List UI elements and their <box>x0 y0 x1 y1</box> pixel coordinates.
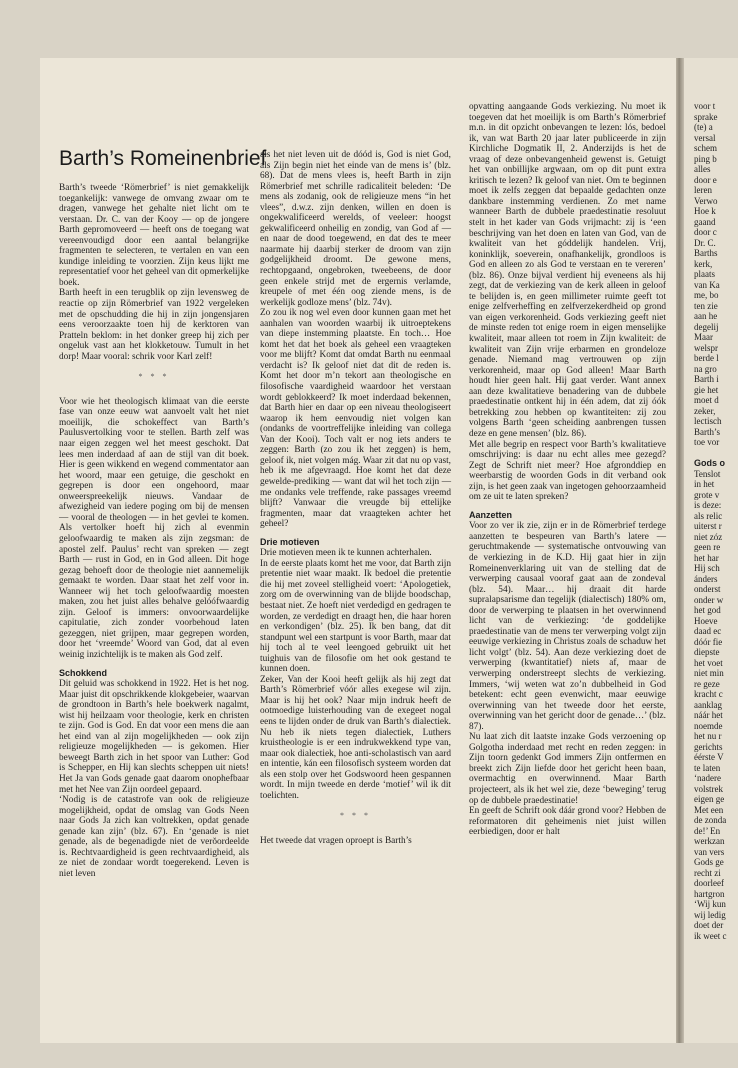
fragment-line: re geze <box>694 678 720 689</box>
paragraph: Barth heeft in een terugblik op zijn levensweg de reactie op zijn Römerbrief van 1922 vergeleken met de opschudding die hij in zijn jongensjaren eens veroorzaakte toen hij de kerktoren van Pratteln beklom: in het donker greep hij zich per ongeluk vast aan het klokketouw. Tumult in het dorp! Maar vooral: schrik voor Karl zelf! <box>59 288 249 362</box>
fragment-line: toe vor <box>694 437 720 447</box>
paragraph: In de eerste plaats komt het me voor, dat Barth zijn pretentie niet waar maakt. Ik bedoel die pretentie die hij met zoveel stelligheid voert: ‘Apologetiek, zorg om de overwinning van de blijde boodschap, bestaat niet. Ze hoeft niet verdedigd en gedragen te worden, ze verdedigt en draagt hen, die haar horen en verkondigen’ (blz. 25). Ik ben bang, dat dit standpunt wel een startpunt is voor Barth, maar dat hij toch al te veel leengoed gebruikt uit het tuighuis van de filosofie om het ook gestand te kunnen doen. <box>260 558 451 675</box>
section-divider: * * * <box>340 811 371 821</box>
fragment-line: degelij <box>694 321 719 332</box>
fragment-line: de!’ En <box>694 825 721 836</box>
fragment-line: het nu r <box>694 731 722 741</box>
fragment-line: niet min <box>694 668 724 678</box>
fragment-line: te laten <box>694 762 721 773</box>
fragment-line: gie het <box>694 384 719 395</box>
fragment-line: versal <box>694 132 716 143</box>
fragment-line: Hij sch <box>694 563 720 573</box>
paragraph: Zo zou ik nog wel even door kunnen gaan met het aanhalen van woorden waarbij ik uitroeptekens van diepe instemming plaatste. En toch… Hoe komt het dat het boek als geheel een vraagteken voor me blijft? Komt dat omdat Barth nu eenmaal verdacht is? Ik geloof niet dat dit de reden is. Komt het door m’n tekort aan theologische en filosofische vaardigheid waardoor het verstaan wordt geblokkeerd? Ik moet inderdaad bekennen, dat Barth hier en daar op een niveau theologiseert waarop ik hem eenvoudig niet volgen kan (ondanks de voortreffelijke inleiding van collega Van der Kooi). Toch valt er nog iets anders te zeggen: Barth (zo zou ik het zeggen) is hem, geloof ik, niet volgen mág. Waar zit dat nu op vast, heb ik me afgevraagd. Hoe komt het dat deze gewelde-prediking — want dat wil het toch zijn — me ondanks vele treffende, rake passages vreemd blijft? Vanwaar die vreugde bij ettelijke fragmenten, maar dat vraagteken achter het geheel? <box>260 308 451 530</box>
fragment-line: van Ka <box>694 279 720 290</box>
fragment-line: ping b <box>694 153 717 164</box>
fragment-line: Tenslot <box>694 468 721 479</box>
fragment-line: sprake <box>694 111 718 122</box>
section-heading: Schokkend <box>59 667 108 678</box>
fragment-line: Met een <box>694 804 724 815</box>
fragment-line: Verwo <box>694 195 718 206</box>
fragment-line: doorleef <box>694 878 724 888</box>
paragraph: opvatting aangaande Gods verkiezing. Nu moet ik toegeven dat het moeilijk is om Barth’s Römerbrief m.n. in dit opzicht onbevangen te lezen: lós, bedoel ik, van wat Barth 20 jaar later publiceerde in zijn Kirchliche Dogmatik II, 2. Anderzijds is het de vraag of deze onbevangenheid gewenst is. Getuigt het van onbillijke argwaan, om op dit punt extra kritisch te lezen? Ik geloof van niet. Om te beginnen moet ik zelfs zeggen dat bepaalde gedachten onze dankbare instemming verdienen. Zo met name wanneer Barth de dubbele praedestinatie resoluut stelt in het kader van Gods vrijmacht: zij is ‘een beschrijving van het doen en laten van God, van de kwaliteit van het góddelijk handelen. Vrij, koninklijk, soeverein, onafhankelijk, grondloos is God en alleen zo als God te verstaan en te vereren’ (blz. 86). Onze bijval verdient hij eveneens als hij zegt, dat de verkiezing van de kerk alleen in geloof te belijden is, en geen millimeter ruimte geeft tot enige zelfverheffing en zelfverzekerdheid op grond van eigen verkorenheid. Gods verkiezing geeft niet de minste reden tot enige roem in eigen menselijke kwaliteit, maar alleen tot roem in Zijn kwaliteit: de kwaliteit van Zijn vrije erbarmen en grondeloze genade. Niemand mag vertrouwen op zijn verkorenheid, maar op God alleen! Maar Barth houdt hier geen halt. Hij gaat verder. Want annex aan deze kwalitatieve benadering van de dubbele praedestinatie ontkent hij in één adem, dat zij óók betrekking zou hebben op kwantiteiten: zij zou volgens Barth ‘geen scheiding aanbrengen tussen deze en gene mensen’ (blz. 86). <box>469 102 666 439</box>
fragment-line: daad ec <box>694 626 722 636</box>
fragment-line: dóór fie <box>694 636 723 647</box>
fragment-line: Gods ge <box>694 857 724 867</box>
fragment-line: ik weet c <box>694 930 727 941</box>
fragment-line: zeker, <box>694 405 716 416</box>
fragment-line: wij ledig <box>694 909 726 920</box>
paragraph: En geeft de Schrift ook dáár grond voor? Hebben de reformatoren dit geheimenis niet juist willen eerbiedigen, door er halt <box>469 806 666 838</box>
fragment-line: náár het <box>694 710 723 720</box>
fragment-line: als relic <box>694 510 723 521</box>
column-2 <box>260 150 451 846</box>
fragment-line: aanklag <box>694 699 722 710</box>
section-heading: Aanzetten <box>469 509 513 520</box>
fragment-line: Gods o <box>694 458 725 468</box>
fragment-line: uiterst r <box>694 521 722 531</box>
fragment-line: plaats <box>694 269 715 279</box>
fragment-line: recht zi <box>694 867 721 878</box>
paragraph: Zeker, Van der Kooi heeft gelijk als hij zegt dat Barth’s Römerbrief vóór alles exegese wil zijn. Maar is hij het ook? Naar mijn indruk heeft de ootmoedige luisterhouding van de exegeet nogal eens te lijden onder de druk van Barth’s dialectiek. Nu heb ik niets tegen dialectiek, Luthers kruistheologie is er een indrukwekkend type van, maar ook dialectiek, hoe anti-scholastisch van aard en intentie, kán een filosofisch systeem worden dat als een stolp over het Godswoord heen gespannen wordt. In mijn tweede en derde ‘motief’ wil ik dit toelichten. <box>260 674 451 801</box>
fragment-line: Barth i <box>694 374 719 384</box>
fragment-line: gaand <box>694 216 716 227</box>
fragment-line: noemde <box>694 720 723 731</box>
fragment-line: ten zie <box>694 300 718 311</box>
fragment-line: van vers <box>694 846 725 857</box>
column-1 <box>59 183 249 879</box>
fragment-line: doet der <box>694 920 724 930</box>
paragraph: Het tweede dat vragen oproept is Barth’s <box>260 835 412 846</box>
fragment-line: onderst <box>694 584 721 594</box>
paragraph: Drie motieven meen ik te kunnen achterhalen. <box>260 548 432 559</box>
fragment-line: de zonda <box>694 815 727 825</box>
fragment-line: moet d <box>694 395 719 405</box>
paragraph: Voor zo ver ik zie, zijn er in de Römerbrief terdege aanzetten te bespeuren van Barth’s latere — geruchtmakende — systematische ontvouwing van de verkiezing in de K.D. Hij gaat hier in zijn Romeinenverklaring uit van de stelling dat de verwerping causaal vooraf gaat aan de zondeval (blz. 54). Maar… hij draait dit harde supralapsarisme dan tegelijk (dialectisch) 180% om, door de verwerping te plaatsen in het overwinnend licht van de verkiezing: ‘de goddelijke praedestinatie van de mens ter verwerping volgt zijn eeuwige verkiezing in Christus zoals de schaduw het licht volgt’ (blz. 54). Aan deze verkiezing doet de verwerping (kwantitatief) niets af, maar de verwerping onderstreept slechts de verkiezing. Immers, ‘wij weten wat zo’n dubbelheid in God betekent: echt geen evenwicht, maar eeuwige overwinning van het tweede door het eerste, overwinning van het gericht door de genade…’ (blz. 87). <box>469 521 666 732</box>
fragment-line: Maar <box>694 332 713 342</box>
fragment-line: ‘nadere <box>694 773 721 783</box>
fragment-line: onder w <box>694 594 724 605</box>
paragraph: Met alle begrip en respect voor Barth’s kwalitatieve omschrijving: is daar nu echt alles mee gezegd? Zegt de Schrift niet meer? Hoe afgronddiep en weerbarstig de woorden Gods in dit verband ook zijn, is het geen zaak van ingetogen gehoorzaamheid om ze uit te laten spreken? <box>469 439 666 503</box>
fragment-line: grote v <box>694 489 720 500</box>
fragment-line: kerk, <box>694 258 713 269</box>
fragment-line: schem <box>694 143 717 153</box>
fragment-line: berde l <box>694 353 719 363</box>
fragment-line: aan he <box>694 311 718 321</box>
section-heading: Drie motieven <box>260 536 320 547</box>
book-gutter <box>676 58 684 1043</box>
fragment-line: werkzan <box>694 836 725 846</box>
fragment-line: na gro <box>694 363 717 374</box>
fragment-line: gerichts <box>694 741 723 752</box>
fragment-line: welspr <box>694 342 718 353</box>
fragment-line: voor t <box>694 101 716 111</box>
paragraph: Barth’s tweede ‘Römerbrief’ is niet gemakkelijk toegankelijk: vanwege de omvang zwaar om te dragen, vanwege het gehalte niet licht om te verstaan. Dr. C. van der Kooy — op de jongere Barth gepromoveerd — heeft ons de toegang wat vereenvoudigd door een aantal belangrijke fragmenten te selecteren, te vertalen en van een kundige inleiding te voorzien. Zijn keus lijkt me representatief voor het geheel van dit opmerkelijke boek. <box>59 183 249 288</box>
paragraph: ‘Nodig is de catastrofe van ook de religieuze mogelijkheid, opdat de omslag van Gods Neen naar Gods Ja zich kan voltrekken, opdat genade genade kan zijn’ (blz. 67). En ‘genade is niet genade, als de begenadigde niet de verŏordeelde is. Rechtvaardigheid is geen rechtvaardigheid, als ze niet de zondaar wordt toegerekend. Leven is niet leven <box>59 795 249 879</box>
fragment-line: Hoe k <box>694 206 716 216</box>
fragment-line: het har <box>694 552 719 563</box>
fragment-line: Dr. C. <box>694 237 716 248</box>
fragment-line: niet zóz <box>694 531 723 542</box>
fragment-line: (te) a <box>694 122 713 132</box>
fragment-line: is deze: <box>694 500 722 510</box>
fragment-line: alles <box>694 164 711 174</box>
fragment-line: me, bo <box>694 290 719 300</box>
fragment-line: door e <box>694 174 717 185</box>
fragment-line: ánders <box>694 573 718 584</box>
fragment-line: het voet <box>694 657 723 668</box>
fragment-line: geen re <box>694 542 721 552</box>
fragment-line: éérste V <box>694 752 724 762</box>
paragraph: Dit geluid was schokkend in 1922. Het is het nog. Maar juist dit opschrikkende klokgebeier, waarvan de grondtoon in Barth’s hele boekwerk nagalmt, wist hij heilzaam voor theologie, kerk en christen te zijn. God is God. En dat voor een mens die aan het eind van al zijn mogelijkheden — ook zijn religieuze mogelijkheden — is gekomen. Hier beweegt Barth zich in het spoor van Luther: God is Schepper, en Hij kan slechts scheppen uit niets! Het Ja van Gods genade gaat daarom onophefbaar met het Nee van Zijn oordeel gepaard. <box>59 679 249 795</box>
paragraph: Nu laat zich dit laatste inzake Gods verzoening op Golgotha inderdaad met recht en reden zeggen: in Zijn toorn gedenkt God immers Zijn ontfermen en breekt zich Zijn liefde door het gericht heen baan, overmachtig en overwinnend. Maar Barth projecteert, als ik het wel zie, deze ‘beweging’ terug op de dubbele praedestinatie! <box>469 732 666 806</box>
article-title: Barth’s Romeinenbrief <box>59 147 267 170</box>
fragment-line: lectisch <box>694 416 722 426</box>
fragment-line: diepste <box>694 647 720 657</box>
fragment-line: in het <box>694 479 715 489</box>
section-divider: * * * <box>138 372 170 382</box>
fragment-line: Barths <box>694 248 718 258</box>
fragment-line: volstrek <box>694 783 723 794</box>
column-3 <box>469 102 666 838</box>
fragment-line: ‘Wij kun <box>694 899 726 909</box>
paragraph: als het niet leven uit de dóód is, God is niet God, als Zijn begin niet het einde van de mens is’ (blz. 68). Dat de mens vlees is, heeft Barth in zijn Römerbrief met schrille radicaliteit beleden: ‘De mens als zodanig, ook de religieuze mens “in het vlees”, d.w.z. zijn denken, willen en doen is ongekwalificeerd werelds, of veeleer: hoogst gekwalificeerd onheilig en zondig, van God af — en naar de dood toegewend, en dat des te meer naarmate hij daarbij sterker de droom van zijn godgelijkheid droomt. De gewone mens, rechtopgaand, ongebroken, tweebeens, de door geen enkele strijd met de ergernis verlamde, kreupele of met één oog ziende mens, is de werkelijk godloze mens’ (blz. 74v). <box>260 150 451 308</box>
fragment-line: Barth’s <box>694 426 720 437</box>
fragment-line: kracht c <box>694 689 723 699</box>
fragment-line: het god <box>694 605 721 615</box>
paragraph: Voor wie het theologisch klimaat van die eerste fase van onze eeuw wat aanvoelt valt het niet moeilijk, die schokeffect van Barth’s Paulusvertolking voor te stellen. Barth zelf was naar eigen zeggen wel het meest geschokt. Dat lees men inderdaad af aan de stijl van dit boek. Hier is geen wikkend en wegend commentator aan het woord, maar een getuige, die geschokt en gegrepen is door een ongehoord, maar onweerspreekelijk nieuws. Vandaar de afwezigheid van iedere poging om bij de mensen — vooral de theologen — in het gevlei te komen. Als vertolker hoeft hij zich al evenmin geloofwaardig te maken als zijn zegsman: de apostel zelf. Paulus’ recht van spreken — zegt Barth — rust in God, en in God alleen. Dit hoge gezag behoeft door de theologie niet aannemelijk gemaakt te worden. Daar staat het zelf voor in. Wanneer wij het toch geloofwaardig moesten maken, zou het juist alles behalve gelóófwaardig zijn. Geloof is immers: onvoorwaardelijke capitulatie, zich zonder voorbehoud laten gezeggen, niet grijpen, maar gegrepen worden, door het ‘vreemde’ Woord van God, dat al even weinig inzichtelijk is te maken als God zelf. <box>59 396 249 660</box>
fragment-line: hartgron <box>694 888 725 899</box>
fragment-line: leren <box>694 185 712 195</box>
fragment-line: eigen ge <box>694 794 725 804</box>
fragment-line: Hoeve <box>694 615 718 626</box>
fragment-line: door c <box>694 227 717 237</box>
